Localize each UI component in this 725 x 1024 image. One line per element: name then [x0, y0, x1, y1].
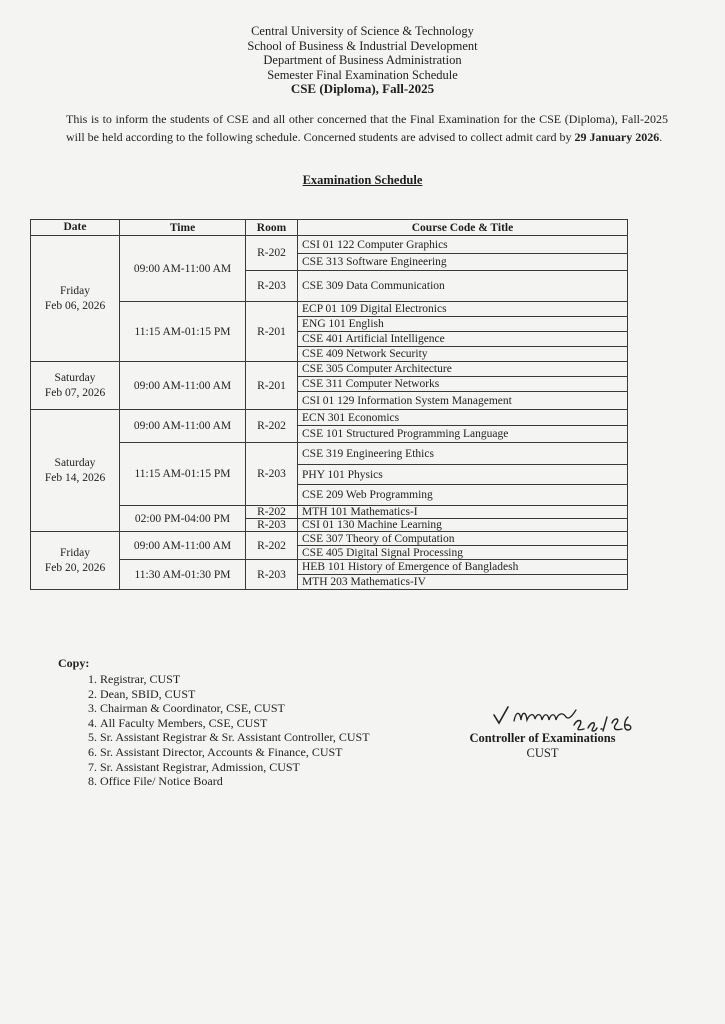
time-cell: 11:30 AM-01:30 PM — [120, 560, 246, 590]
course-cell: CSE 319 Engineering Ethics — [298, 443, 628, 465]
time-cell: 02:00 PM-04:00 PM — [120, 506, 246, 532]
course-cell: ECN 301 Economics — [298, 410, 628, 426]
date-cell — [31, 532, 120, 590]
copy-list — [58, 672, 370, 789]
date-cell — [31, 362, 120, 410]
admit-card-deadline: 29 January 2026 — [574, 129, 660, 144]
date-cell — [31, 410, 120, 532]
intro-end: . — [659, 129, 663, 144]
intro-paragraph — [66, 111, 668, 146]
course-cell: MTH 203 Mathematics-IV — [298, 575, 628, 590]
date-value: Feb 07, 2026 — [44, 386, 106, 399]
course-cell: CSI 01 129 Information System Management — [298, 392, 628, 410]
list-item: 8. Office File/ Notice Board — [100, 774, 370, 789]
header-course: Course Code & Title — [298, 220, 628, 236]
list-item: 4. All Faculty Members, CSE, CUST — [100, 716, 370, 731]
room-cell: R-202 — [246, 410, 298, 443]
course-cell: CSE 405 Digital Signal Processing — [298, 546, 628, 560]
course-cell: MTH 101 Mathematics-I — [298, 506, 628, 519]
list-item: 5. Sr. Assistant Registrar & Sr. Assistant Controller, CUST — [100, 730, 370, 745]
room-cell: R-203 — [246, 271, 298, 302]
table-row — [31, 410, 628, 426]
course-cell: CSE 101 Structured Programming Language — [298, 426, 628, 443]
controller-title: Controller of Examinations — [469, 731, 616, 745]
room-cell: R-203 — [246, 560, 298, 590]
room-cell: R-202 — [246, 506, 298, 519]
controller-org: CUST — [526, 746, 559, 760]
table-row — [31, 236, 628, 254]
table-row — [31, 362, 628, 377]
list-item: 6. Sr. Assistant Director, Accounts & Finance, CUST — [100, 745, 370, 760]
document-header — [0, 24, 725, 97]
date-value: Feb 14, 2026 — [44, 471, 106, 484]
course-cell: CSE 311 Computer Networks — [298, 377, 628, 392]
date-day: Saturday — [54, 456, 96, 469]
header-date: Date — [31, 220, 120, 236]
date-value: Feb 06, 2026 — [44, 299, 106, 312]
room-cell: R-201 — [246, 362, 298, 410]
schedule-heading: Semester Final Examination Schedule — [267, 67, 458, 82]
table-header-row — [31, 220, 628, 236]
date-value: Feb 20, 2026 — [44, 561, 106, 574]
school-name: School of Business & Industrial Development — [247, 38, 478, 53]
table-row — [31, 506, 628, 519]
university-name: Central University of Science & Technology — [251, 24, 474, 38]
course-cell: ENG 101 English — [298, 317, 628, 332]
course-cell: CSE 409 Network Security — [298, 347, 628, 362]
list-item: 1. Registrar, CUST — [100, 672, 370, 687]
room-cell: R-203 — [246, 443, 298, 506]
room-cell: R-202 — [246, 236, 298, 271]
copy-label: Copy: — [58, 656, 90, 670]
intro-text: This is to inform the students of CSE and all other concerned that the Final Examination for the CSE (Diploma), Fall-2025 will be held according to the following schedule. Concerned students are advised to collect admit card by — [66, 112, 668, 144]
time-cell: 09:00 AM-11:00 AM — [120, 362, 246, 410]
course-cell: CSE 309 Data Communication — [298, 271, 628, 302]
room-cell: R-203 — [246, 519, 298, 532]
course-cell: ECP 01 109 Digital Electronics — [298, 302, 628, 317]
program-title: CSE (Diploma), Fall-2025 — [290, 81, 435, 97]
header-time: Time — [120, 220, 246, 236]
course-cell: CSE 305 Computer Architecture — [298, 362, 628, 377]
course-cell: CSE 307 Theory of Computation — [298, 532, 628, 546]
table-row — [31, 532, 628, 546]
course-cell: CSI 01 130 Machine Learning — [298, 519, 628, 532]
header-room: Room — [246, 220, 298, 236]
course-cell: CSI 01 122 Computer Graphics — [298, 236, 628, 254]
list-item: 2. Dean, SBID, CUST — [100, 687, 370, 702]
copy-list-section — [58, 656, 370, 789]
course-cell: HEB 101 History of Emergence of Bangladesh — [298, 560, 628, 575]
controller-block — [440, 731, 645, 761]
time-cell: 11:15 AM-01:15 PM — [120, 443, 246, 506]
table-row — [31, 443, 628, 465]
time-cell: 09:00 AM-11:00 AM — [120, 410, 246, 443]
date-day: Friday — [59, 546, 91, 559]
date-day: Saturday — [54, 371, 96, 384]
list-item: 7. Sr. Assistant Registrar, Admission, CUST — [100, 760, 370, 775]
list-item: 3. Chairman & Coordinator, CSE, CUST — [100, 701, 370, 716]
date-day: Friday — [59, 284, 91, 297]
room-cell: R-202 — [246, 532, 298, 560]
time-cell: 11:15 AM-01:15 PM — [120, 302, 246, 362]
handwritten-signature — [490, 701, 640, 735]
time-cell: 09:00 AM-11:00 AM — [120, 236, 246, 302]
room-cell: R-201 — [246, 302, 298, 362]
exam-schedule-table — [30, 219, 628, 590]
schedule-table-title: Examination Schedule — [302, 173, 423, 187]
course-cell: PHY 101 Physics — [298, 465, 628, 485]
table-row — [31, 560, 628, 575]
date-cell — [31, 236, 120, 362]
department-name: Department of Business Administration — [263, 53, 462, 68]
course-cell: CSE 209 Web Programming — [298, 485, 628, 506]
course-cell: CSE 313 Software Engineering — [298, 254, 628, 271]
time-cell: 09:00 AM-11:00 AM — [120, 532, 246, 560]
course-cell: CSE 401 Artificial Intelligence — [298, 332, 628, 347]
table-row — [31, 302, 628, 317]
